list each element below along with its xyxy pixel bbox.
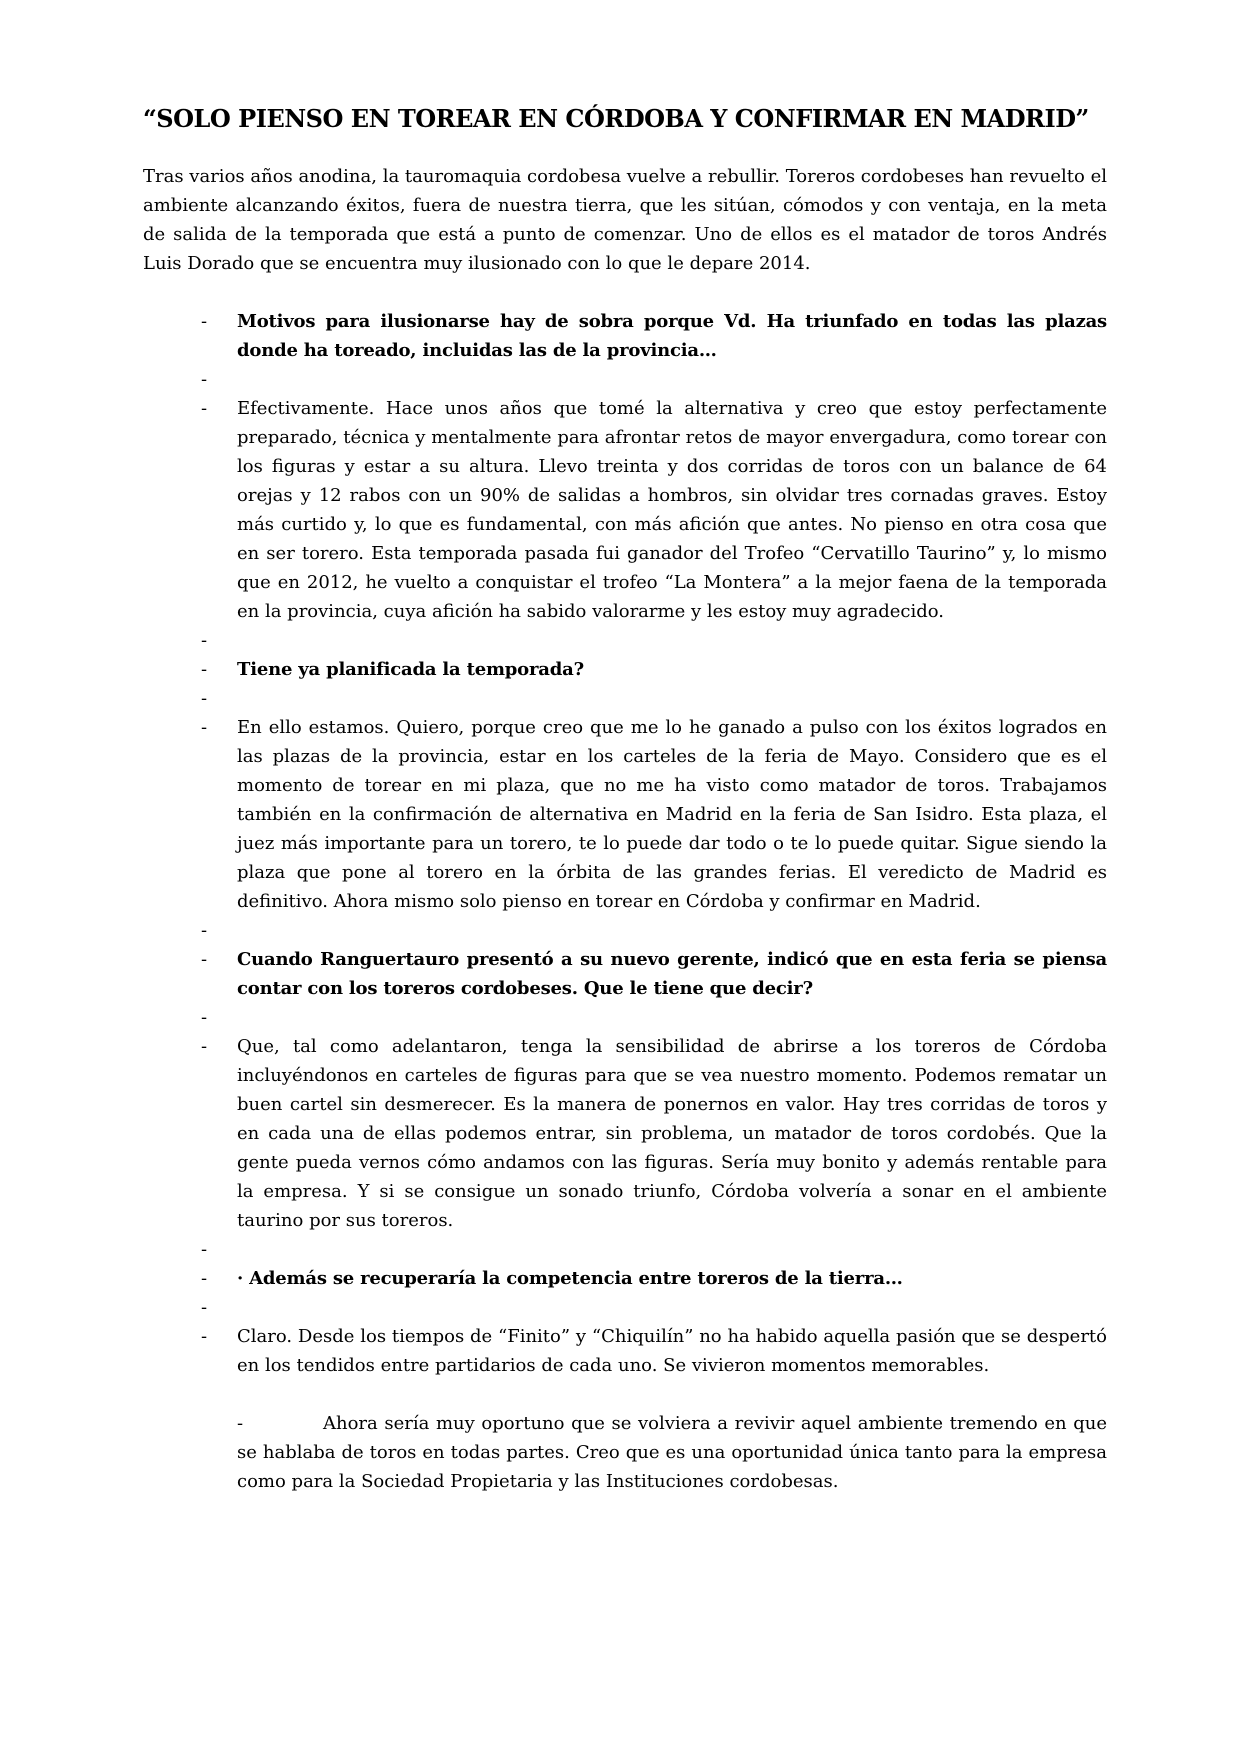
item-text: Que, tal como adelantaron, tenga la sensibilidad de abrirse a los toreros de Córdoba incluyéndonos en carteles de figuras para que se vea nuestro momento. Podemos rematar un buen cartel sin desmerecer. Es la manera de ponernos en valor. Hay tres corridas de toros y en cada una de ellas podemos entrar, sin problema, un matador de toros cordobés. Que la gente pueda vernos cómo andamos con las figuras. Sería muy bonito y además rentable para la empresa. Y si se consigue un sonado triunfo, Córdoba volvería a sonar en el ambiente taurino por sus toreros. <box>237 1036 1107 1231</box>
bullet-dash: - <box>201 1007 208 1028</box>
closing-dash: - <box>237 1413 244 1434</box>
bullet-dash: - <box>201 920 208 941</box>
spacer-item <box>143 916 1107 945</box>
question-item <box>143 1264 1107 1293</box>
spacer-item <box>143 626 1107 655</box>
spacer-item <box>143 1235 1107 1264</box>
closing-text: Ahora sería muy oportuno que se volviera a revivir aquel ambiente tremendo en que se hablaba de toros en todas partes. Creo que es una oportunidad única tanto para la empresa como para la Sociedad Propietaria y las Instituciones cordobesas. <box>237 1413 1107 1492</box>
bullet-dash: - <box>201 949 208 970</box>
bullet-dash: - <box>201 398 208 419</box>
answer-item <box>143 1032 1107 1235</box>
bullet-dash: - <box>201 659 208 680</box>
bullet-dash: - <box>201 688 208 709</box>
item-text <box>237 626 1107 655</box>
bullet-dash: - <box>201 717 208 738</box>
answer-item <box>143 1322 1107 1380</box>
bullet-dash: - <box>201 1326 208 1347</box>
bullet-dash: - <box>201 630 208 651</box>
item-text <box>237 684 1107 713</box>
qa-list <box>143 307 1107 1380</box>
bullet-dash: - <box>201 369 208 390</box>
item-text <box>237 916 1107 945</box>
bullet-dash: - <box>201 1297 208 1318</box>
bullet-dash: - <box>201 1239 208 1260</box>
question-item <box>143 945 1107 1003</box>
intro-paragraph: Tras varios años anodina, la tauromaquia cordobesa vuelve a rebullir. Toreros cordobeses han revuelto el ambiente alcanzando éxitos, fuera de nuestra tierra, que les sitúan, cómodos y con ventaja, en la meta de salida de la temporada que está a punto de comenzar. Uno de ellos es el matador de toros Andrés Luis Dorado que se encuentra muy ilusionado con lo que le depare 2014. <box>143 166 1107 274</box>
document-title: “SOLO PIENSO EN TOREAR EN CÓRDOBA Y CONFIRMAR EN MADRID” <box>143 104 1089 133</box>
spacer-item <box>143 1003 1107 1032</box>
spacer-item <box>143 365 1107 394</box>
item-text: Tiene ya planificada la temporada? <box>237 659 584 680</box>
closing-paragraph <box>143 1409 1107 1496</box>
item-text: En ello estamos. Quiero, porque creo que me lo he ganado a pulso con los éxitos logrados en las plazas de la provincia, estar en los carteles de la feria de Mayo. Considero que es el momento de torear en mi plaza, que no me ha visto como matador de toros. Trabajamos también en la confirmación de alternativa en Madrid en la feria de San Isidro. Esta plaza, el juez más importante para un torero, te lo puede dar todo o te lo puede quitar. Sigue siendo la plaza que pone al torero en la órbita de las grandes ferias. El veredicto de Madrid es definitivo. Ahora mismo solo pienso en torear en Córdoba y confirmar en Madrid. <box>237 717 1107 912</box>
item-text: Efectivamente. Hace unos años que tomé la alternativa y creo que estoy perfectamente preparado, técnica y mentalmente para afrontar retos de mayor envergadura, como torear con los figuras y estar a su altura. Llevo treinta y dos corridas de toros con un balance de 64 orejas y 12 rabos con un 90% de salidas a hombros, sin olvidar tres cornadas graves. Estoy más curtido y, lo que es fundamental, con más afición que antes. No pienso en otra cosa que en ser torero. Esta temporada pasada fui ganador del Trofeo “Cervatillo Taurino” y, lo mismo que en 2012, he vuelto a conquistar el trofeo “La Montera” a la mejor faena de la temporada en la provincia, cuya afición ha sabido valorarme y les estoy muy agradecido. <box>237 398 1107 622</box>
item-text <box>237 1235 1107 1264</box>
answer-item <box>143 394 1107 626</box>
item-text: Motivos para ilusionarse hay de sobra porque Vd. Ha triunfado en todas las plazas donde ha toreado, incluidas las de la provincia… <box>237 311 1107 361</box>
bullet-dash: - <box>201 1036 208 1057</box>
answer-item <box>143 713 1107 916</box>
item-text <box>237 1003 1107 1032</box>
item-text <box>237 1293 1107 1322</box>
question-item <box>143 655 1107 684</box>
bullet-dash: - <box>201 311 208 332</box>
item-text: Cuando Ranguertauro presentó a su nuevo gerente, indicó que en esta feria se piensa contar con los toreros cordobeses. Que le tiene que decir? <box>237 949 1107 999</box>
item-text <box>237 365 1107 394</box>
item-text: · Además se recuperaría la competencia entre toreros de la tierra… <box>237 1268 903 1289</box>
question-item <box>143 307 1107 365</box>
spacer-item <box>143 684 1107 713</box>
item-text: Claro. Desde los tiempos de “Finito” y “Chiquilín” no ha habido aquella pasión que se despertó en los tendidos entre partidarios de cada uno. Se vivieron momentos memorables. <box>237 1326 1107 1376</box>
spacer-item <box>143 1293 1107 1322</box>
bullet-dash: - <box>201 1268 208 1289</box>
